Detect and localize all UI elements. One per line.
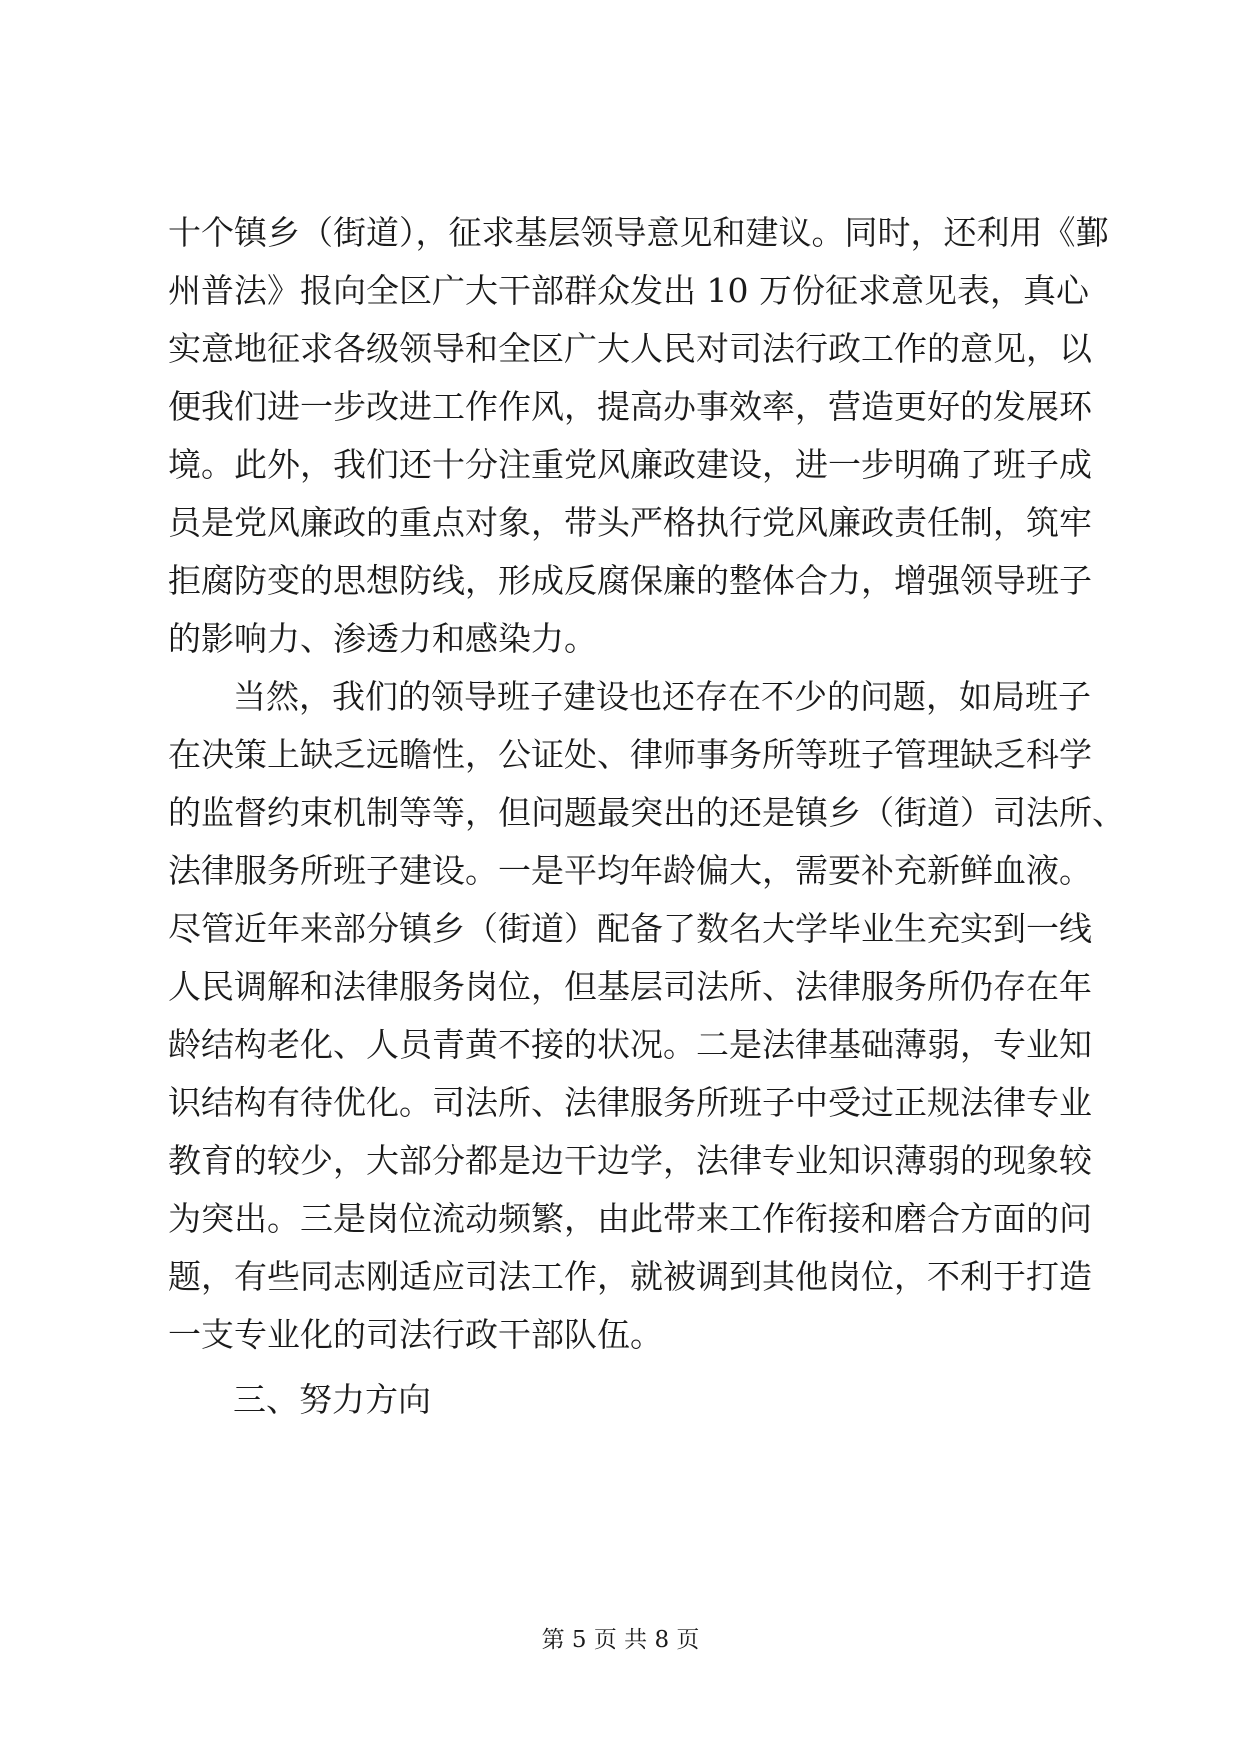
body-text-line: 当然，我们的领导班子建设也还存在不少的问题，如局班子 (233, 677, 1091, 716)
body-text-line: 的监督约束机制等等，但问题最突出的还是镇乡（街道）司法所、 (168, 793, 1125, 832)
body-text-line: 龄结构老化、人员青黄不接的状况。二是法律基础薄弱，专业知 (168, 1025, 1092, 1064)
body-text-line: 为突出。三是岗位流动频繁，由此带来工作衔接和磨合方面的问 (168, 1199, 1092, 1238)
body-text-line: 十个镇乡（街道），征求基层领导意见和建议。同时，还利用《鄞 (168, 213, 1109, 252)
body-text-line: 法律服务所班子建设。一是平均年龄偏大，需要补充新鲜血液。 (168, 851, 1092, 890)
body-text-line: 州普法》报向全区广大干部群众发出 10 万份征求意见表，真心 (168, 271, 1089, 310)
body-text-line: 一支专业化的司法行政干部队伍。 (168, 1315, 663, 1354)
body-text-line: 境。此外，我们还十分注重党风廉政建设，进一步明确了班子成 (168, 445, 1092, 484)
body-text-line: 人民调解和法律服务岗位，但基层司法所、法律服务所仍存在年 (168, 967, 1092, 1006)
body-text-line: 拒腐防变的思想防线，形成反腐保廉的整体合力，增强领导班子 (168, 561, 1092, 600)
body-text-line: 员是党风廉政的重点对象，带头严格执行党风廉政责任制，筑牢 (168, 503, 1092, 542)
body-text-line: 识结构有待优化。司法所、法律服务所班子中受过正规法律专业 (168, 1083, 1092, 1122)
body-text-line: 教育的较少，大部分都是边干边学，法律专业知识薄弱的现象较 (168, 1141, 1092, 1180)
body-text-line: 题，有些同志刚适应司法工作，就被调到其他岗位，不利于打造 (168, 1257, 1092, 1296)
body-text-line: 便我们进一步改进工作作风，提高办事效率，营造更好的发展环 (168, 387, 1092, 426)
body-text-line: 在决策上缺乏远瞻性，公证处、律师事务所等班子管理缺乏科学 (168, 735, 1092, 774)
body-text-line: 尽管近年来部分镇乡（街道）配备了数名大学毕业生充实到一线 (168, 909, 1092, 948)
page-number-footer: 第 5 页 共 8 页 (541, 1627, 700, 1653)
body-text-line: 实意地征求各级领导和全区广大人民对司法行政工作的意见，以 (168, 329, 1092, 368)
section-heading: 三、努力方向 (233, 1380, 431, 1419)
body-text-line: 的影响力、渗透力和感染力。 (168, 619, 597, 658)
